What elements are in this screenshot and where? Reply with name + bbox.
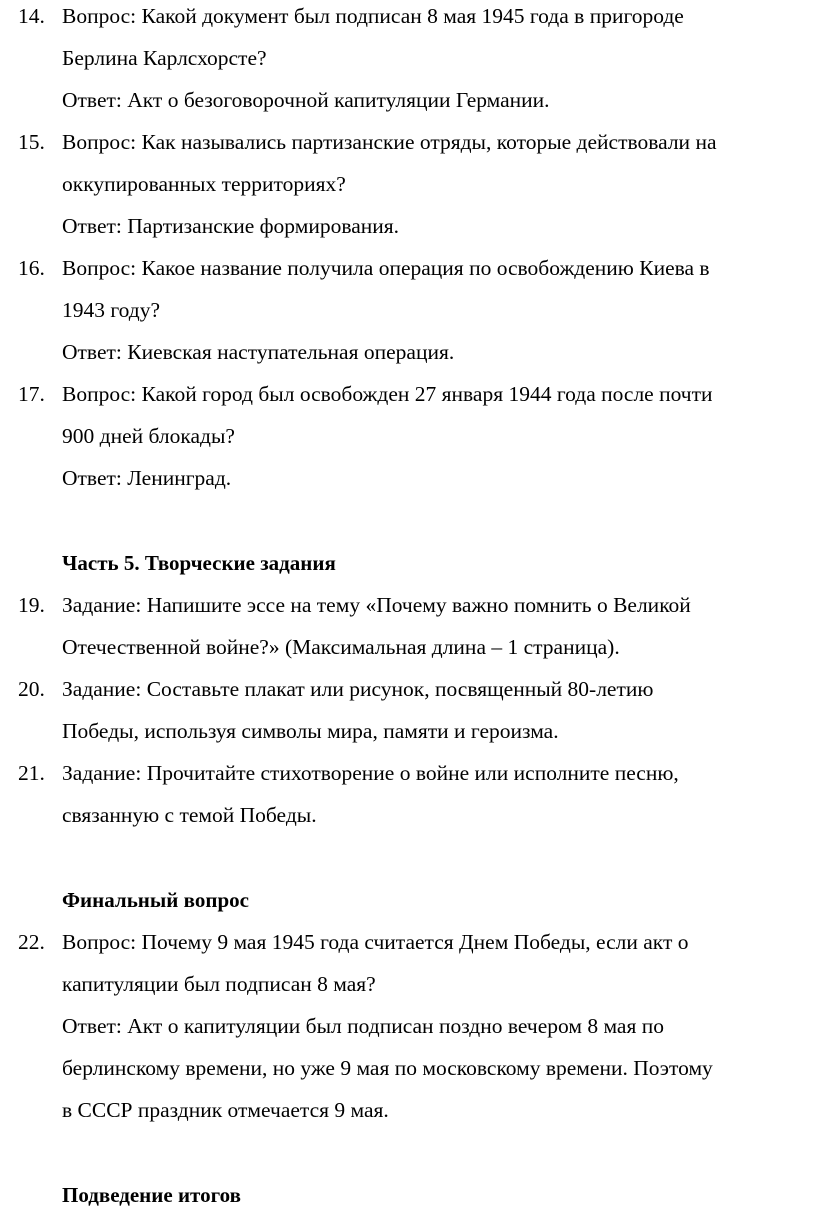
answer-text-continued: в СССР праздник отмечается 9 мая. <box>62 1098 389 1122</box>
item-number: 15. <box>18 130 45 154</box>
item-number: 17. <box>18 382 45 406</box>
item-number: 19. <box>18 593 45 617</box>
question-text: Вопрос: Какой документ был подписан 8 мая 1945 года в пригороде <box>62 4 684 28</box>
answer-text: Ответ: Партизанские формирования. <box>62 214 400 238</box>
task-text: Задание: Составьте плакат или рисунок, посвященный 80-летию <box>62 677 654 701</box>
question-text: Вопрос: Какой город был освобожден 27 января 1944 года после почти <box>62 382 713 406</box>
section-heading-part5: Часть 5. Творческие задания <box>62 551 336 575</box>
question-text: Вопрос: Почему 9 мая 1945 года считается Днем Победы, если акт о <box>62 930 689 954</box>
task-text: Задание: Напишите эссе на тему «Почему важно помнить о Великой <box>62 593 691 617</box>
question-text-continued: Берлина Карлсхорсте? <box>62 46 267 70</box>
item-number: 22. <box>18 930 45 954</box>
answer-text: Ответ: Ленинград. <box>62 466 232 490</box>
item-number: 16. <box>18 256 45 280</box>
section-heading-summary: Подведение итогов <box>62 1183 241 1207</box>
question-text: Вопрос: Как назывались партизанские отряды, которые действовали на <box>62 130 717 154</box>
task-text: Задание: Прочитайте стихотворение о войне или исполните песню, <box>62 761 679 785</box>
task-text-continued: связанную с темой Победы. <box>62 803 317 827</box>
answer-text: Ответ: Акт о безоговорочной капитуляции Германии. <box>62 88 550 112</box>
section-heading-final: Финальный вопрос <box>62 888 249 912</box>
question-text-continued: капитуляции был подписан 8 мая? <box>62 972 376 996</box>
item-number: 14. <box>18 4 45 28</box>
task-text-continued: Победы, используя символы мира, памяти и героизма. <box>62 719 559 743</box>
item-number: 20. <box>18 677 45 701</box>
answer-text-continued: берлинскому времени, но уже 9 мая по московскому времени. Поэтому <box>62 1056 713 1080</box>
question-text-continued: 1943 году? <box>62 298 161 322</box>
item-number: 21. <box>18 761 45 785</box>
answer-text: Ответ: Акт о капитуляции был подписан поздно вечером 8 мая по <box>62 1014 664 1038</box>
question-text-continued: оккупированных территориях? <box>62 172 346 196</box>
question-text: Вопрос: Какое название получила операция по освобождению Киева в <box>62 256 710 280</box>
answer-text: Ответ: Киевская наступательная операция. <box>62 340 455 364</box>
task-text-continued: Отечественной войне?» (Максимальная длина – 1 страница). <box>62 635 620 659</box>
question-text-continued: 900 дней блокады? <box>62 424 235 448</box>
